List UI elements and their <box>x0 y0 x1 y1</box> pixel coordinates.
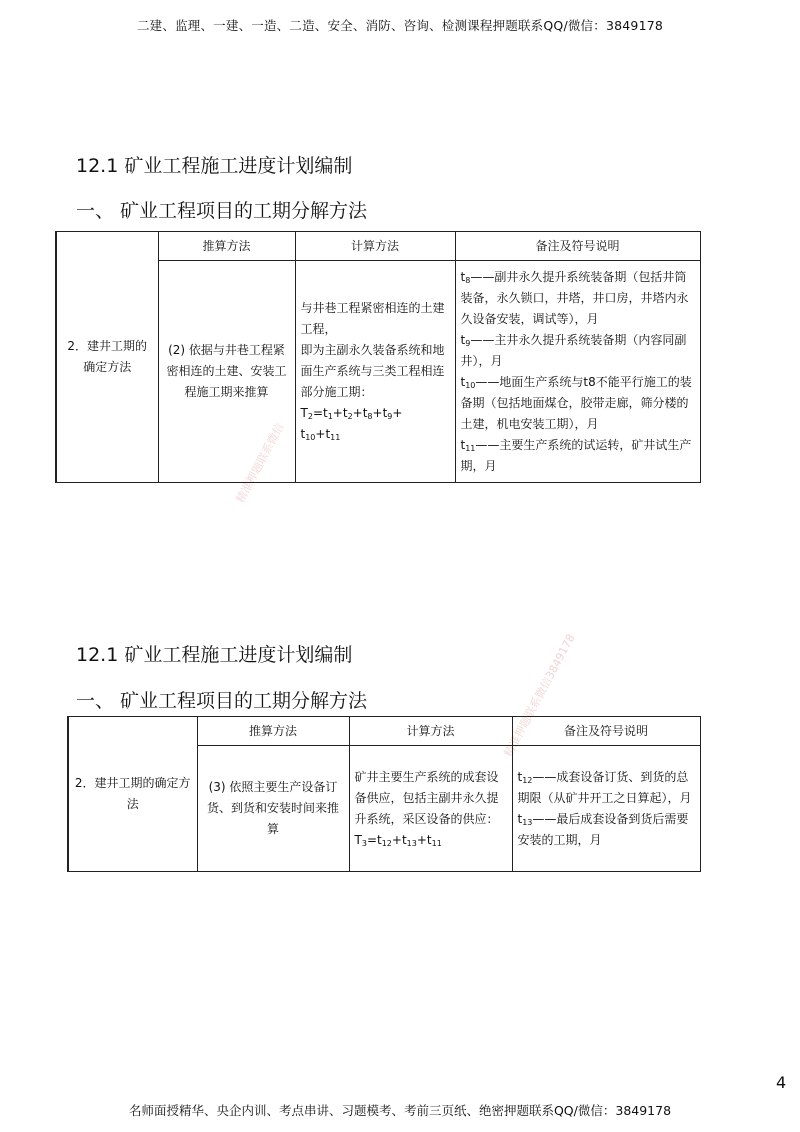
formula: $T_3=t_{12}+t_{13}+t_{11}$ <box>354 832 442 848</box>
section-subtitle: 一、 矿业工程项目的工期分解方法 <box>76 200 368 222</box>
section-title: 12.1 矿业工程施工进度计划编制 <box>76 644 353 666</box>
calc-line: 与井巷工程紧密相连的土建工程， <box>300 301 445 336</box>
notes-cell <box>512 746 700 872</box>
calc-cell <box>349 746 512 872</box>
duration-table-1 <box>55 231 701 483</box>
section-subtitle: 一、 矿业工程项目的工期分解方法 <box>76 690 368 712</box>
watermark: 精准押题联系微信3849178 <box>501 631 578 760</box>
note-item: $t_9——$主井永久提升系统装备期（内容同副井），月 <box>460 332 687 368</box>
watermark: 精准押题联系微信 <box>233 421 287 506</box>
header-method: 推算方法 <box>158 232 295 261</box>
formula: $T_2=t_1+t_2+t_8+t_9+$ <box>300 406 403 421</box>
calc-line: 矿井主要生产系统的成套设备供应，包括主副井永久提升系统，采区设备的供应： <box>354 769 499 826</box>
notes-cell <box>455 261 700 483</box>
note-item: $t_{13}——$最后成套设备到货后需要安装的工期，月 <box>517 811 689 847</box>
row-label: 2．建井工期的确定方法 <box>56 232 158 483</box>
duration-table-2 <box>67 716 701 872</box>
header-notes: 备注及符号说明 <box>455 232 700 261</box>
calc-line: 即为主副永久装备系统和地面生产系统与三类工程相连部分施工期： <box>300 343 445 399</box>
note-item: $t_{12}——$成套设备订货、到货的总期限（从矿井开工之日算起），月 <box>517 769 692 805</box>
method-cell: (2) 依据与井巷工程紧密相连的土建、安装工程施工期来推算 <box>158 261 295 483</box>
calc-cell <box>295 261 455 483</box>
page-footer: 名师面授精华、央企内训、考点串讲、习题模考、考前三页纸、绝密押题联系QQ/微信：3849178 <box>128 1103 672 1118</box>
page-header: 二建、监理、一建、一造、二造、安全、消防、咨询、检测课程押题联系QQ/微信：3849178 <box>136 18 664 33</box>
header-notes: 备注及符号说明 <box>512 717 700 746</box>
row-label: 2．建井工期的确定方法 <box>68 717 197 872</box>
note-item: $t_{10}——$地面生产系统与t8不能平行施工的装备期（包括地面煤仓，胶带走廊，筛分楼的土建，机电安装工期），月 <box>460 374 692 431</box>
note-item: $t_8——$副井永久提升系统装备期（包括井筒装备，永久锁口，井塔，井口房，井塔内永久设备安装，调试等），月 <box>460 269 689 326</box>
header-calc: 计算方法 <box>349 717 512 746</box>
note-item: $t_{11}——$主要生产系统的试运转，矿井试生产期，月 <box>460 437 692 473</box>
formula-cont: $t_{10}+t_{11}$ <box>300 427 341 442</box>
header-calc: 计算方法 <box>295 232 455 261</box>
page-number: 4 <box>776 1073 787 1092</box>
header-method: 推算方法 <box>197 717 349 746</box>
method-cell: (3) 依照主要生产设备订货、到货和安装时间来推算 <box>197 746 349 872</box>
section-title: 12.1 矿业工程施工进度计划编制 <box>76 155 353 177</box>
